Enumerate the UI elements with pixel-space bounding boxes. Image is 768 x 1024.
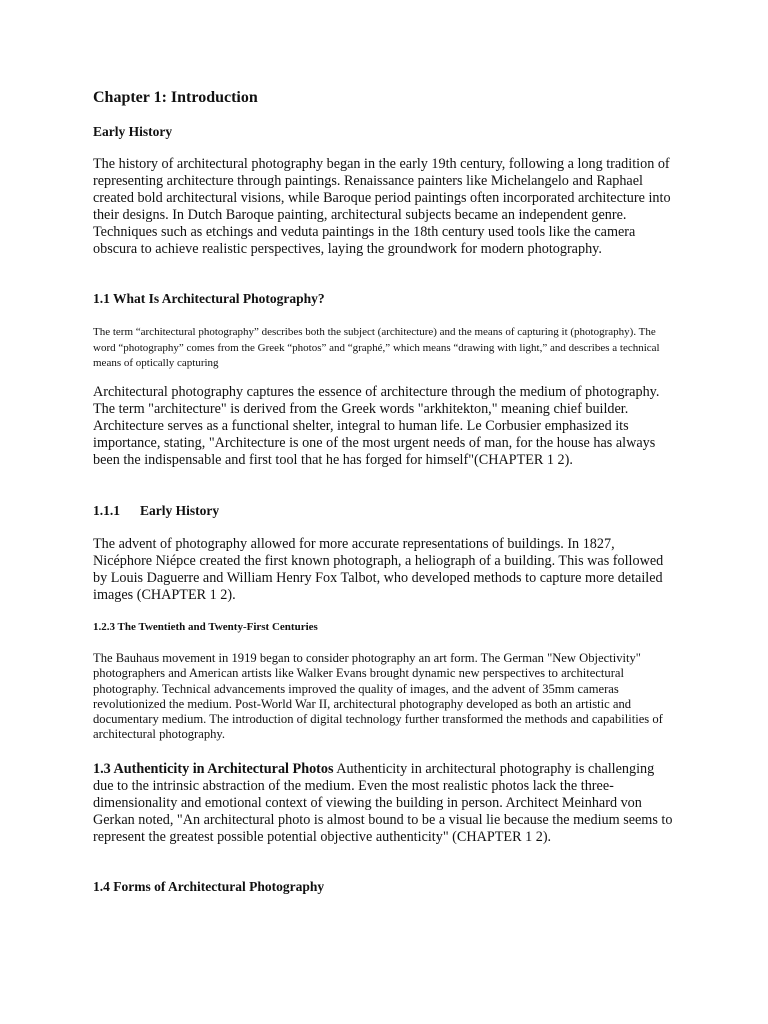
section-1-3-heading: 1.3 Authenticity in Architectural Photos [93,761,334,777]
section-1-2-3-heading: 1.2.3 The Twentieth and Twenty-First Centuries [93,621,318,633]
section-1-3-text: Authenticity in architectural photography is challenging due to the intrinsic abstraction of the medium. Even the most realistic photos lack the three-dimensionality and emotional context of viewing the building in person. Architect Meinhard von Gerkan noted, "An architectural photo is almost bound to be a visual lie because the medium seems to represent the greatest possible potential objective authenticity" (CHAPTER 1 2). [93,761,673,845]
section-1-1-1-heading [93,503,219,519]
section-1-1-definition: The term “architectural photography” describes both the subject (architecture) and the means of capturing it (photography). The word “photography” comes from the Greek “photos” and “graphé,” which means “drawing with light,” and describes a technical means of optically capturing [93,326,660,369]
section-1-1-paragraph: Architectural photography captures the essence of architecture through the medium of photography. The term "architecture" is derived from the Greek words "arkhitekton," meaning chief builder. Architecture serves as a functional shelter, integral to human life. Le Corbusier emphasized its importance, stating, "Architecture is one of the most urgent needs of man, for the house has always been the indispensable and first tool that he has forged for himself"(CHAPTER 1 2). [93,384,660,468]
section-1-1-1-paragraph: The advent of photography allowed for more accurate representations of buildings. In 1827, Nicéphore Niépce created the first known photograph, a heliograph of a building. This was followed by Louis Daguerre and William Henry Fox Talbot, who developed methods to capture more detailed images (CHAPTER 1 2). [93,536,664,603]
section-1-4-heading: 1.4 Forms of Architectural Photography [93,879,325,894]
section-1-1-heading: 1.1 What Is Architectural Photography? [93,291,325,306]
section-1-1-1-number: 1.1.1 [93,503,120,518]
early-history-paragraph: The history of architectural photography began in the early 19th century, following a long tradition of representing architecture through paintings. Renaissance painters like Michelangelo and Raphael created bold architectural visions, while Baroque period paintings often incorporated architecture into their designs. In Dutch Baroque painting, architectural subjects became an independent genre. Techniques such as etchings and veduta paintings in the 18th century used tools like the camera obscura to achieve realistic perspectives, laying the groundwork for modern photography. [93,156,671,257]
chapter-title: Chapter 1: Introduction [93,89,258,106]
section-1-2-3-paragraph: The Bauhaus movement in 1919 began to consider photography an art form. The German "New Objectivity" photographers and American artists like Walker Evans brought dynamic new perspectives to architectural photography. Technical advancements improved the quality of images, and the advent of 35mm cameras revolutionized the medium. Post-World War II, architectural photography developed as both an artistic and documentary medium. The introduction of digital technology further transformed the methods and capabilities of architectural photography. [93,651,663,742]
section-1-1-1-title: Early History [140,503,220,518]
section-1-3-paragraph [93,761,676,846]
early-history-heading: Early History [93,124,173,139]
